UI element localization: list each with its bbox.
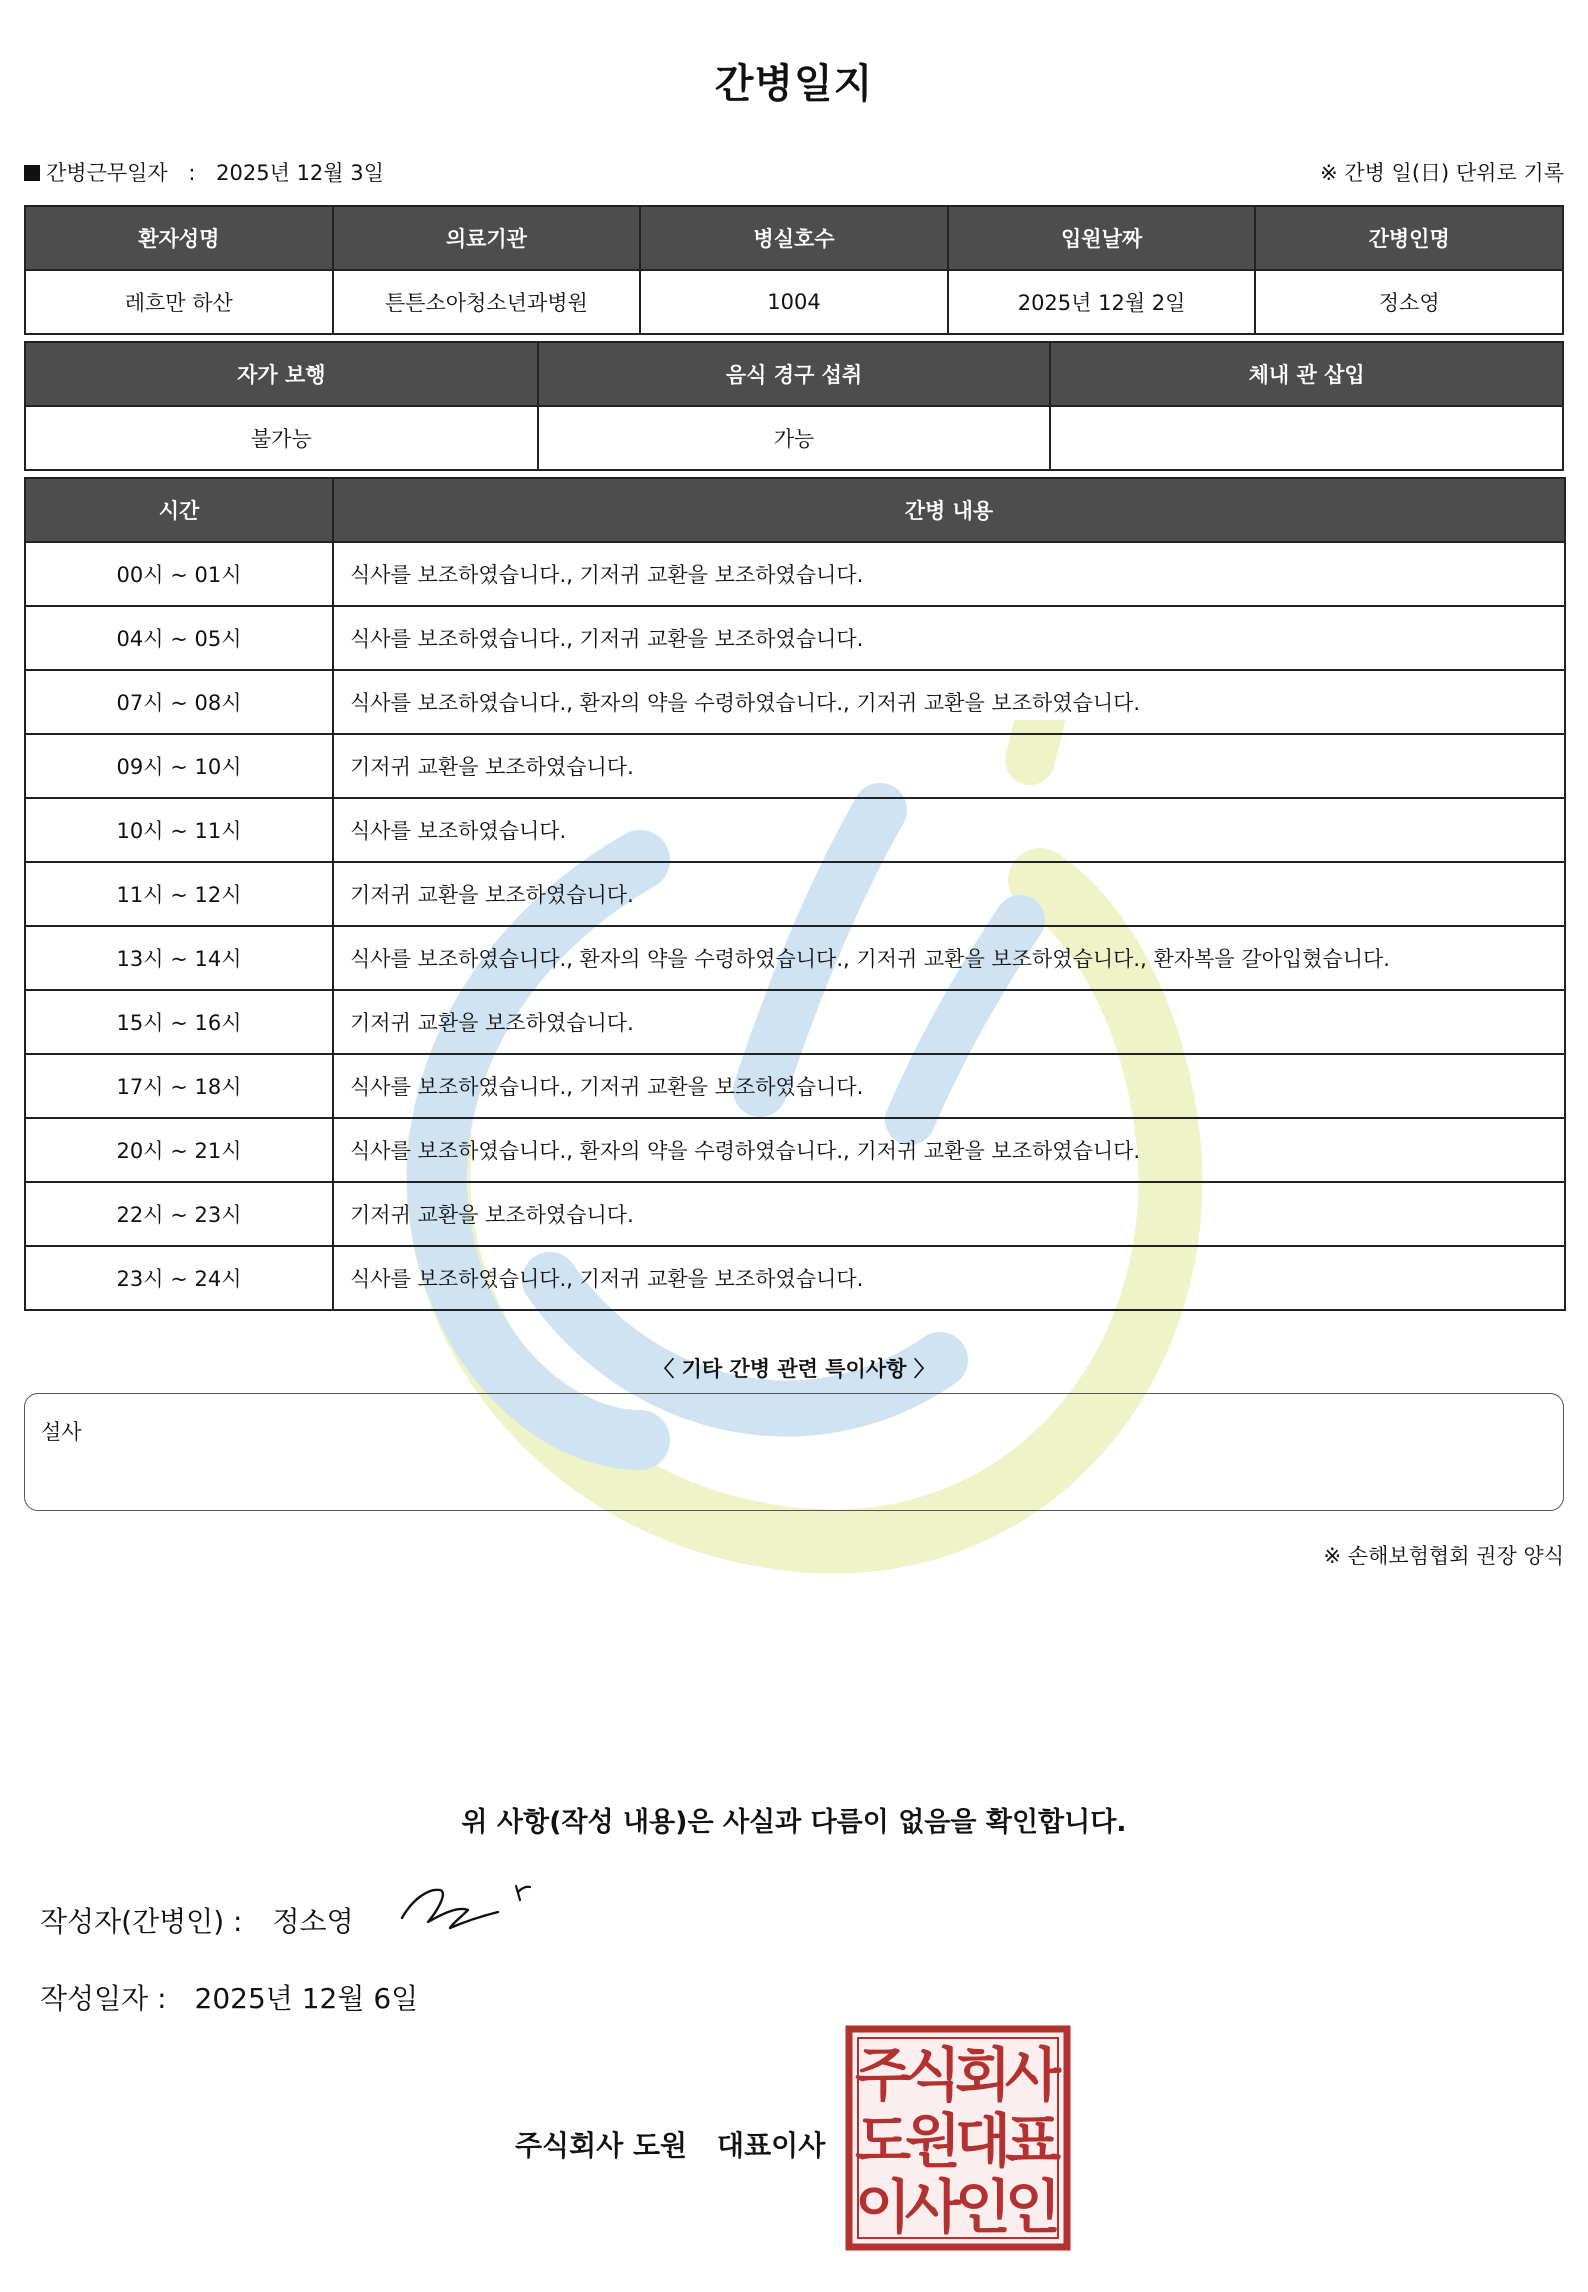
time-cell: 09시 ~ 10시 bbox=[25, 734, 333, 798]
table-row bbox=[25, 926, 1565, 990]
time-cell: 20시 ~ 21시 bbox=[25, 1118, 333, 1182]
table-row bbox=[25, 1246, 1565, 1310]
time-cell: 15시 ~ 16시 bbox=[25, 990, 333, 1054]
company-name: 주식회사 도원 bbox=[515, 2129, 688, 2162]
content-cell: 식사를 보조하였습니다., 기저귀 교환을 보조하였습니다. bbox=[333, 606, 1565, 670]
time-cell: 10시 ~ 11시 bbox=[25, 798, 333, 862]
header-admission-date: 입원날짜 bbox=[948, 206, 1256, 270]
writer-line bbox=[40, 1900, 354, 1940]
seal-char: 인 bbox=[954, 2173, 1012, 2241]
self-walking-value: 불가능 bbox=[25, 406, 538, 470]
table-row bbox=[25, 862, 1565, 926]
time-cell: 00시 ~ 01시 bbox=[25, 542, 333, 606]
table-row bbox=[25, 542, 1565, 606]
meta-row bbox=[24, 157, 1564, 187]
time-cell: 13시 ~ 14시 bbox=[25, 926, 333, 990]
header-hospital: 의료기관 bbox=[333, 206, 641, 270]
company-line bbox=[515, 2124, 825, 2164]
remarks-title: 〈 기타 간병 관련 특이사항 〉 bbox=[653, 1357, 935, 1381]
writer-name: 정소영 bbox=[272, 1905, 354, 1938]
write-date-value: 2025년 12월 6일 bbox=[194, 1982, 419, 2015]
table-header-row bbox=[25, 478, 1565, 542]
work-date-separator: : bbox=[188, 161, 196, 185]
content-cell: 식사를 보조하였습니다., 환자의 약을 수령하였습니다., 기저귀 교환을 보조하였습니다. bbox=[333, 670, 1565, 734]
table-header-row bbox=[25, 342, 1563, 406]
table-row bbox=[25, 798, 1565, 862]
content-cell: 식사를 보조하였습니다., 기저귀 교환을 보조하였습니다. bbox=[333, 1246, 1565, 1310]
square-bullet-icon bbox=[24, 165, 40, 181]
form-note: ※ 손해보험협회 권장 양식 bbox=[1323, 1544, 1564, 1568]
time-cell: 23시 ~ 24시 bbox=[25, 1246, 333, 1310]
content-cell: 식사를 보조하였습니다., 기저귀 교환을 보조하였습니다. bbox=[333, 542, 1565, 606]
remarks-box bbox=[24, 1393, 1564, 1511]
seal-char: 주 bbox=[854, 2041, 912, 2109]
work-date bbox=[24, 157, 384, 187]
header-care-content: 간병 내용 bbox=[333, 478, 1565, 542]
table-row bbox=[25, 990, 1565, 1054]
seal-char: 원 bbox=[904, 2107, 962, 2175]
caregiver-name: 정소영 bbox=[1255, 270, 1563, 334]
hospital-name: 튼튼소아청소년과병원 bbox=[333, 270, 641, 334]
work-date-value: 2025년 12월 3일 bbox=[216, 161, 384, 185]
header-room: 병실호수 bbox=[640, 206, 948, 270]
table-row bbox=[25, 1182, 1565, 1246]
content-cell: 기저귀 교환을 보조하였습니다. bbox=[333, 734, 1565, 798]
content-cell: 기저귀 교환을 보조하였습니다. bbox=[333, 862, 1565, 926]
writer-label: 작성자(간병인) : bbox=[40, 1905, 243, 1938]
header-tube-insertion: 체내 관 삽입 bbox=[1050, 342, 1563, 406]
write-date-line bbox=[40, 1977, 418, 2017]
header-patient-name: 환자성명 bbox=[25, 206, 333, 270]
content-cell: 식사를 보조하였습니다. bbox=[333, 798, 1565, 862]
table-row bbox=[25, 1054, 1565, 1118]
time-cell: 17시 ~ 18시 bbox=[25, 1054, 333, 1118]
oral-intake-value: 가능 bbox=[538, 406, 1051, 470]
table-header-row bbox=[25, 206, 1563, 270]
table-row bbox=[25, 1118, 1565, 1182]
content-cell: 식사를 보조하였습니다., 환자의 약을 수령하였습니다., 기저귀 교환을 보조하였습니다., 환자복을 갈아입혔습니다. bbox=[333, 926, 1565, 990]
seal-char: 회 bbox=[954, 2041, 1012, 2109]
content-cell: 식사를 보조하였습니다., 환자의 약을 수령하였습니다., 기저귀 교환을 보조하였습니다. bbox=[333, 1118, 1565, 1182]
table-row bbox=[25, 406, 1563, 470]
seal-char: 표 bbox=[1004, 2107, 1062, 2175]
company-seal-stamp bbox=[845, 2025, 1071, 2251]
seal-char: 도 bbox=[854, 2107, 912, 2175]
seal-char: 식 bbox=[904, 2041, 962, 2109]
confirmation-statement: 위 사항(작성 내용)은 사실과 다름이 없음을 확인합니다. bbox=[461, 1807, 1127, 1838]
patient-name: 레흐만 하산 bbox=[25, 270, 333, 334]
seal-char: 사 bbox=[904, 2173, 962, 2241]
record-note: ※ 간병 일(日) 단위로 기록 bbox=[1320, 161, 1564, 185]
time-cell: 07시 ~ 08시 bbox=[25, 670, 333, 734]
patient-info-table bbox=[24, 205, 1564, 335]
header-caregiver: 간병인명 bbox=[1255, 206, 1563, 270]
remarks-text: 설사 bbox=[41, 1420, 82, 1444]
seal-char: 대 bbox=[954, 2107, 1012, 2175]
care-log-table bbox=[24, 477, 1566, 1311]
content-cell: 식사를 보조하였습니다., 기저귀 교환을 보조하였습니다. bbox=[333, 1054, 1565, 1118]
company-representative: 대표이사 bbox=[717, 2129, 826, 2162]
content-cell: 기저귀 교환을 보조하였습니다. bbox=[333, 1182, 1565, 1246]
header-time: 시간 bbox=[25, 478, 333, 542]
seal-char: 인 bbox=[1004, 2173, 1062, 2241]
time-cell: 04시 ~ 05시 bbox=[25, 606, 333, 670]
content-cell: 기저귀 교환을 보조하였습니다. bbox=[333, 990, 1565, 1054]
admission-date: 2025년 12월 2일 bbox=[948, 270, 1256, 334]
seal-char: 사 bbox=[1004, 2041, 1062, 2109]
time-cell: 22시 ~ 23시 bbox=[25, 1182, 333, 1246]
patient-status-table bbox=[24, 341, 1564, 471]
table-row bbox=[25, 606, 1565, 670]
table-row bbox=[25, 670, 1565, 734]
table-row bbox=[25, 270, 1563, 334]
table-row bbox=[25, 734, 1565, 798]
header-oral-intake: 음식 경구 섭취 bbox=[538, 342, 1051, 406]
work-date-label: 간병근무일자 bbox=[46, 161, 168, 185]
write-date-label: 작성일자 : bbox=[40, 1982, 167, 2015]
seal-char: 이 bbox=[854, 2173, 912, 2241]
room-number: 1004 bbox=[640, 270, 948, 334]
tube-insertion-value bbox=[1050, 406, 1563, 470]
document-title: 간병일지 bbox=[714, 61, 874, 107]
header-self-walking: 자가 보행 bbox=[25, 342, 538, 406]
time-cell: 11시 ~ 12시 bbox=[25, 862, 333, 926]
handwritten-signature bbox=[398, 1870, 538, 1940]
